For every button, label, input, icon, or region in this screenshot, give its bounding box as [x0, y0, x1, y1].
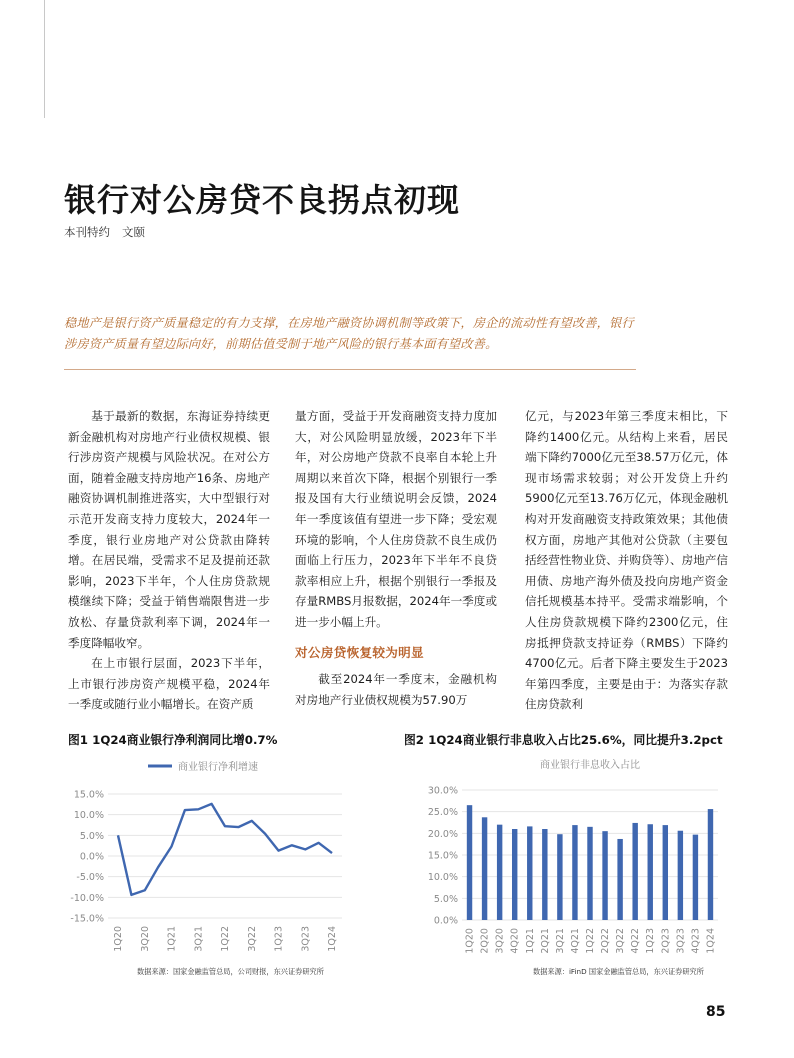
- x-tick-label: 1Q24: [705, 928, 717, 954]
- x-tick-label: 3Q22: [246, 926, 258, 952]
- bar: [678, 831, 683, 920]
- paragraph: 基于最新的数据，东海证券持续更新金融机构对房地产行业债权规模、银行涉房资产规模与风险状况。在对公方面，随着金融支持房地产16条、房地产融资协调机制推进落实，大中型银行对示范开发商支持力度较大，2024年一季度，银行业房地产对公贷款由降转增。在居民端，受需求不足及提前还款影响，2023下半年，个人住房贷款规模继续下降；受益于销售端限售进一步放松、存量贷款利率下调，2024年一季度降幅收窄。: [68, 409, 270, 650]
- y-tick-label: -15.0%: [70, 913, 104, 925]
- figure-1-title: 图1 1Q24商业银行净利润同比增0.7%: [68, 733, 278, 747]
- bar: [602, 831, 607, 920]
- figure-2-title: 图2 1Q24商业银行非息收入占比25.6%，同比提升3.2pct: [404, 733, 723, 747]
- y-tick-label: 10.0%: [73, 810, 104, 822]
- x-tick-label: 3Q20: [139, 926, 151, 952]
- legend-label: 商业银行净利增速: [178, 762, 258, 773]
- bar: [527, 826, 532, 920]
- x-tick-label: 2Q21: [539, 928, 551, 954]
- x-tick-label: 3Q23: [300, 926, 312, 952]
- x-tick-label: 1Q24: [327, 926, 338, 952]
- x-tick-label: 2Q22: [600, 928, 612, 954]
- y-tick-label: 15.0%: [73, 789, 104, 801]
- bar: [557, 834, 562, 920]
- x-tick-label: 1Q21: [524, 928, 536, 954]
- x-tick-label: 1Q23: [645, 928, 657, 954]
- series-line: [118, 804, 332, 895]
- y-tick-label: 0.0%: [433, 915, 458, 927]
- paragraph: 量方面，受益于开发商融资支持力度加大，对公风险明显放缓，2023年下半年，对公房地产贷款不良率自本轮上升周期以来首次下降，根据个别银行一季报及国有大行业绩说明会反馈，2024年一季度该值有望进一步下降；受宏观环境的影响，个人住房贷款不良生成仍面临上行压力，2023年下半年不良贷款率相应上升，根据个别银行一季报及存量RMBS月报数据，2024年一季度或进一步小幅上升。: [295, 409, 497, 629]
- y-tick-label: 5.0%: [433, 893, 458, 905]
- byline: [64, 224, 145, 240]
- bar: [708, 809, 713, 920]
- text-column-1: [68, 406, 270, 715]
- x-tick-label: 2Q20: [479, 928, 491, 954]
- byline-source: 本刊特约: [64, 225, 110, 239]
- x-tick-label: 3Q21: [554, 928, 566, 954]
- y-tick-label: 15.0%: [427, 850, 458, 862]
- y-tick-label: 20.0%: [427, 828, 458, 840]
- y-tick-label: 30.0%: [427, 785, 458, 797]
- y-tick-label: 25.0%: [427, 807, 458, 819]
- x-tick-label: 1Q22: [220, 926, 231, 952]
- y-tick-label: -10.0%: [70, 892, 104, 904]
- x-tick-label: 2Q23: [660, 928, 672, 954]
- chart-title: 商业银行非息收入占比: [540, 760, 640, 771]
- bar: [648, 824, 653, 920]
- bar: [693, 835, 698, 920]
- article-title: 银行对公房贷不良拐点初现: [64, 181, 461, 220]
- x-tick-label: 4Q21: [569, 928, 581, 954]
- figure-1-source: 数据来源：国家金融监管总局，公司财报，东兴证券研究所: [137, 967, 324, 976]
- text-column-3: [525, 406, 728, 715]
- x-tick-label: 3Q20: [494, 928, 506, 954]
- bar: [512, 829, 517, 920]
- figure-2-bar-chart: [416, 750, 728, 962]
- x-tick-label: 4Q20: [509, 928, 521, 954]
- bar: [542, 829, 547, 920]
- bar: [482, 817, 487, 920]
- y-tick-label: -5.0%: [76, 872, 104, 884]
- paragraph: 在上市银行层面，2023下半年，上市银行涉房资产规模平稳，2024年一季度或随行业小幅增长。在资产质: [68, 656, 270, 712]
- bar: [632, 823, 637, 920]
- page-number: 85: [706, 1004, 726, 1020]
- lede-divider: [64, 369, 636, 370]
- section-heading: 对公房贷恢复较为明显: [295, 644, 424, 660]
- top-left-rule: [44, 0, 45, 118]
- x-tick-label: 3Q23: [675, 928, 687, 954]
- paragraph: 亿元，与2023年第三季度末相比，下降约1400亿元。从结构上来看，居民端下降约7000亿元至38.57万亿元，体现市场需求较弱；对公开发贷上升约5900亿元至13.76万亿元，体现金融机构对开发商融资支持政策效果；其他债权方面，房地产其他对公贷款（主要包括经营性物业贷、并购贷等）、房地产信用债、房地产海外债及投向房地产资金信托规模基本持平。受需求端影响，个人住房贷款规模下降约2300亿元，住房抵押贷款支持证券（RMBS）下降约4700亿元。后者下降主要发生于2023年第四季度，主要是由于：为落实存款住房贷款利: [525, 409, 728, 712]
- x-tick-label: 1Q21: [166, 926, 178, 952]
- byline-author: 文颐: [122, 225, 145, 239]
- bar: [572, 825, 577, 920]
- bar: [497, 825, 502, 920]
- bar: [467, 805, 472, 920]
- paragraph: 截至2024年一季度末，金融机构对房地产行业债权规模为57.90万: [295, 672, 497, 707]
- article-lede: 稳地产是银行资产质量稳定的有力支撑，在房地产融资协调机制等政策下，房企的流动性有望改善，银行涉房资产质量有望边际向好，前期估值受制于地产风险的银行基本面有望改善。: [64, 316, 634, 351]
- figure-1-line-chart: [66, 750, 356, 962]
- x-tick-label: 3Q21: [193, 926, 205, 952]
- figure-2-source: 数据来源：iFinD 国家金融监管总局，东兴证券研究所: [533, 967, 704, 976]
- text-column-2: [295, 406, 497, 710]
- y-tick-label: 5.0%: [79, 830, 104, 842]
- x-tick-label: 1Q22: [585, 928, 596, 954]
- y-tick-label: 0.0%: [79, 851, 104, 863]
- x-tick-label: 1Q20: [464, 928, 476, 954]
- bar: [663, 825, 668, 920]
- x-tick-label: 1Q20: [113, 926, 124, 952]
- x-tick-label: 1Q23: [273, 926, 285, 952]
- bar: [587, 827, 592, 920]
- bar: [617, 839, 622, 920]
- x-tick-label: 4Q23: [690, 928, 702, 954]
- x-tick-label: 4Q22: [630, 928, 642, 954]
- y-tick-label: 10.0%: [427, 872, 458, 884]
- x-tick-label: 3Q22: [615, 928, 627, 954]
